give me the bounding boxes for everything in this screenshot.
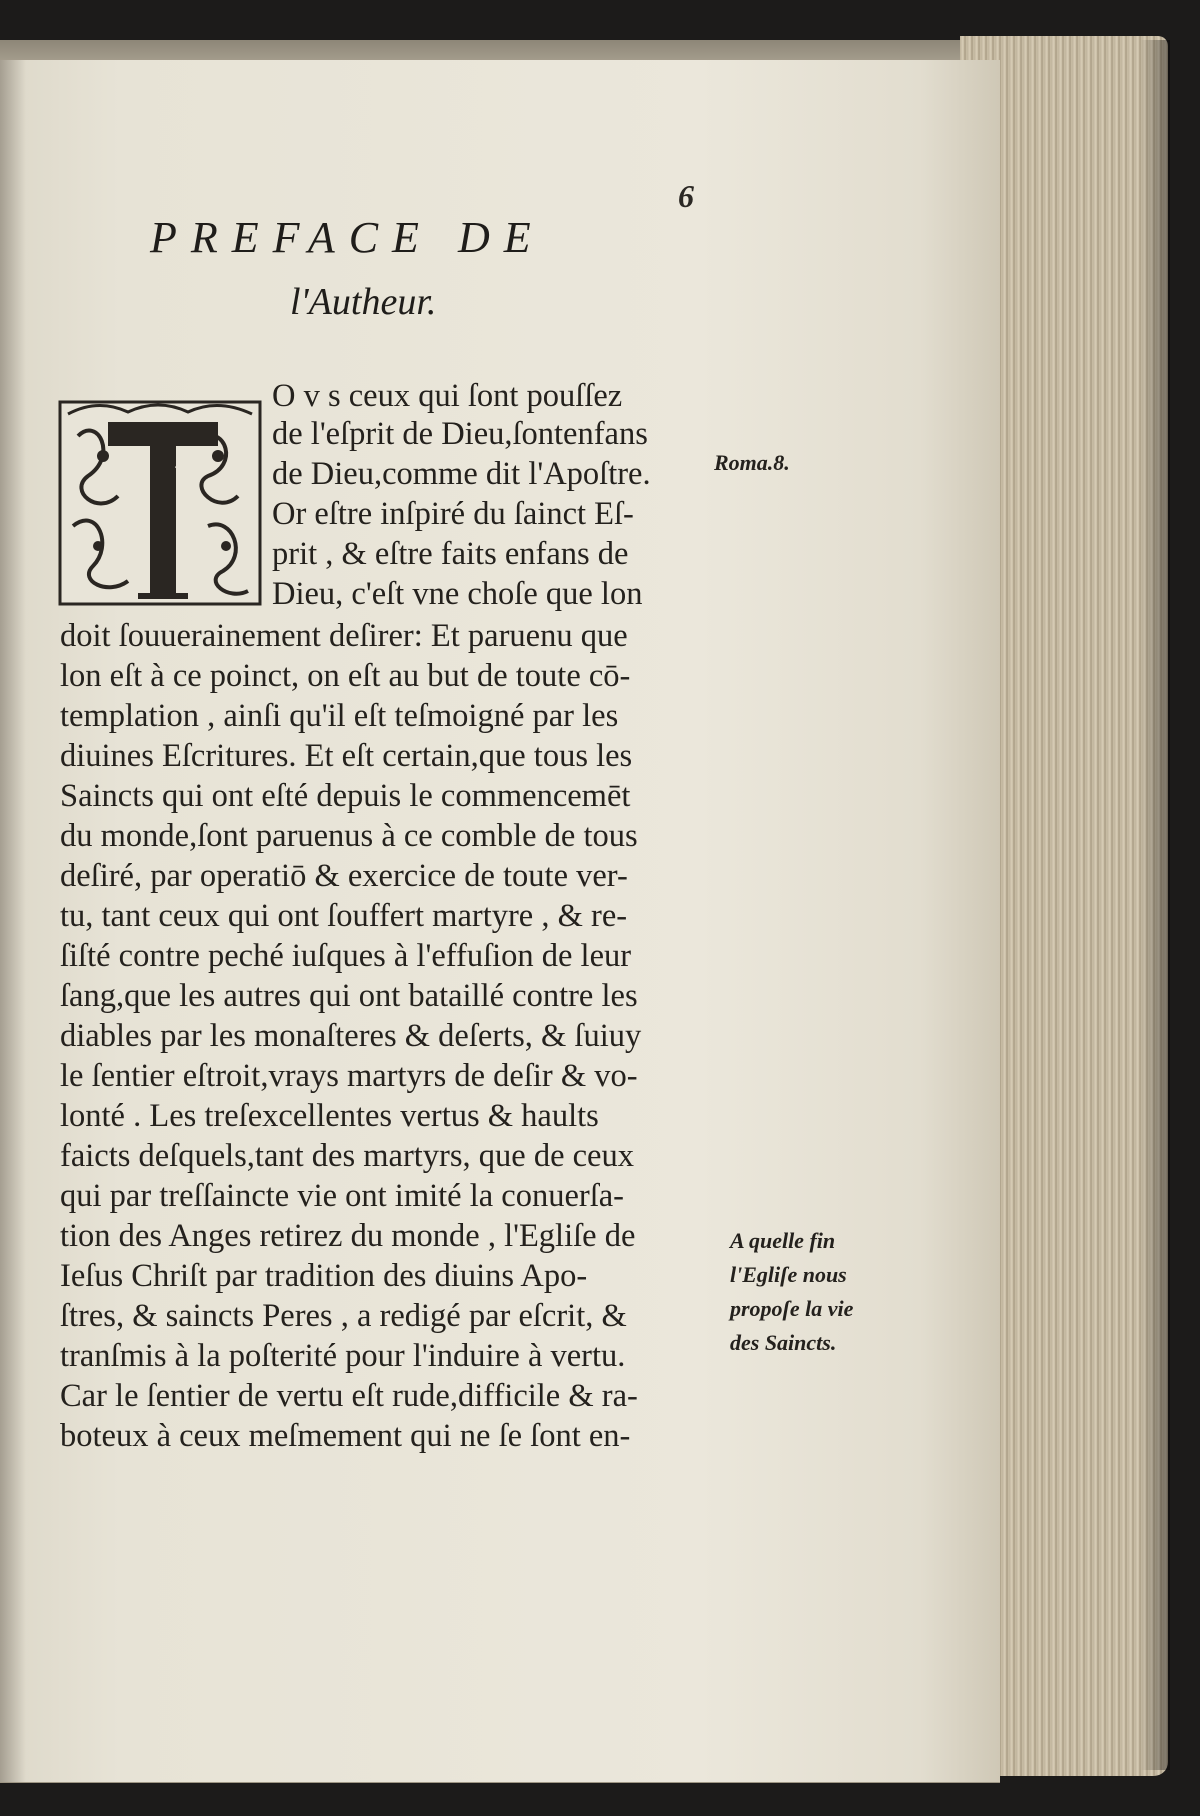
text-line: de l'eſprit de Dieu,ſontenfans: [272, 416, 648, 452]
decorated-initial-t: [58, 396, 262, 608]
text-line: deſiré, par operatiō & exercice de toute ver-: [60, 858, 628, 894]
margin-note-line: l'Egliſe nous: [730, 1262, 847, 1287]
text-line: ſiſté contre peché iuſques à l'effuſion de leur: [60, 938, 632, 974]
page-title: PREFACE DE: [150, 213, 545, 262]
text-line: templation , ainſi qu'il eſt teſmoigné par les: [60, 698, 619, 734]
margin-note-roma: Roma.8.: [714, 450, 790, 475]
text-line: faicts deſquels,tant des martyrs, que de ceux: [60, 1138, 634, 1174]
text-line: lon eſt à ce poinct, on eſt au but de toute cō-: [60, 658, 631, 694]
text-line: Ieſus Chriſt par tradition des diuins Apo-: [60, 1258, 588, 1294]
page-edges-shadow: [1140, 40, 1170, 1770]
text-line: Or eſtre inſpiré du ſainct Eſ-: [272, 496, 634, 532]
page-gutter-shadow: [0, 60, 26, 1782]
text-line: du monde,ſont paruenus à ce comble de tous: [60, 818, 638, 854]
text-line: diables par les monaſteres & deſerts, & ſuiuy: [60, 1018, 642, 1054]
text-line: doit ſouuerainement deſirer: Et paruenu que: [60, 618, 628, 654]
text-line: le ſentier eſtroit,vrays martyrs de deſir & vo-: [60, 1058, 638, 1094]
text-line: ſtres, & saincts Peres , a redigé par eſcrit, &: [60, 1298, 627, 1334]
text-line: lonté . Les treſexcellentes vertus & haults: [60, 1098, 599, 1134]
text-line: de Dieu,comme dit l'Apoſtre.: [272, 456, 651, 492]
text-line: boteux à ceux meſmement qui ne ſe ſont en-: [60, 1418, 631, 1454]
text-line: O v s ceux qui ſont pouſſez: [272, 378, 623, 414]
text-line: ſang,que les autres qui ont bataillé contre les: [60, 978, 638, 1014]
text-line: Car le ſentier de vertu eſt rude,difficile & ra-: [60, 1378, 638, 1414]
margin-note-line: A quelle fin: [730, 1228, 836, 1253]
text-line: tranſmis à la poſterité pour l'induire à vertu.: [60, 1338, 626, 1374]
page-subtitle: l'Autheur.: [290, 281, 437, 323]
text-line: Saincts qui ont eſté depuis le commencemēt: [60, 778, 631, 814]
text-line: Dieu, c'eſt vne choſe que lon: [272, 576, 643, 612]
text-line: diuines Eſcritures. Et eſt certain,que tous les: [60, 738, 633, 774]
margin-note-line: des Saincts.: [730, 1330, 837, 1355]
text-line: tu, tant ceux qui ont ſouffert martyre , & re-: [60, 898, 628, 934]
text-line: tion des Anges retirez du monde , l'Egliſe de: [60, 1218, 636, 1254]
page-number: 6: [678, 178, 694, 214]
text-line: prit , & eſtre faits enfans de: [272, 536, 629, 572]
margin-note-line: propoſe la vie: [730, 1296, 854, 1321]
text-line: qui par treſſaincte vie ont imité la conuerſa-: [60, 1178, 625, 1214]
